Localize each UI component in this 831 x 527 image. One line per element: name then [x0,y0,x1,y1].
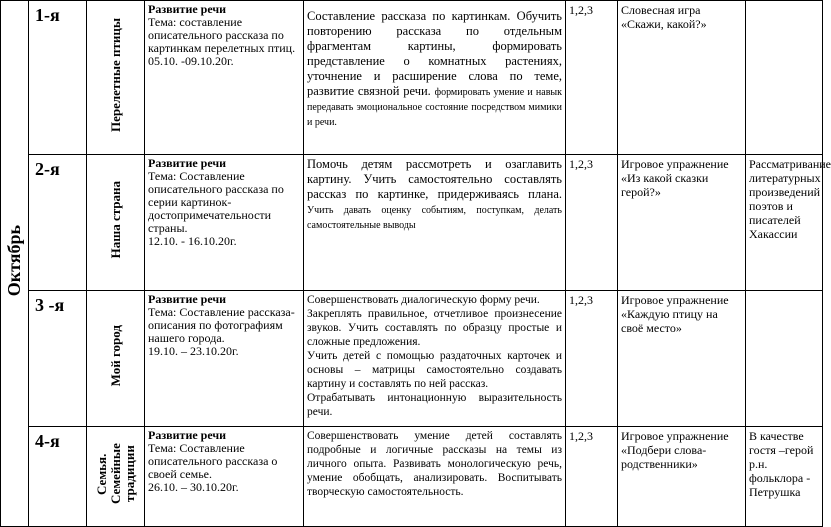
goals-cell [304,155,566,291]
subject-cell [145,291,304,427]
month-cell [1,1,29,527]
week-theme: Наша страна [107,181,123,259]
subject-dates: 26.10. – 30.10.20г. [148,480,239,494]
week-theme-cell [87,427,145,527]
week-number: 4-я [29,427,87,527]
goals-line: Учить детей с помощью раздаточных карточек и основы – матрицы самостоятельно создавать картину и составлять по ней рассказ. [307,350,562,390]
competency-numbers: 1,2,3 [566,427,618,527]
game-cell: Игровое упражнение «Из какой сказки герой?» [618,155,746,291]
extra-cell: Рассматривание литературных произведений поэтов и писателей Хакассии [746,155,823,291]
goals-line: Закреплять правильное, отчетливое произнесение звуков. Учить составлять по образцу простые и сложные предложения. [307,308,562,348]
week-theme-cell [87,155,145,291]
subject-title: Развитие речи [148,156,227,170]
subject-dates: 19.10. – 23.10.20г. [148,344,239,358]
goals-text: Помочь детям рассмотреть и озаглавить картину. Учить самостоятельно составлять рассказ по картинке, придерживаясь плана. [307,157,562,201]
game-cell: Игровое упражнение «Подбери слова-родственники» [618,427,746,527]
week-number: 1-я [29,1,87,155]
goals-cell [304,291,566,427]
subject-cell [145,155,304,291]
goals-line: Совершенствовать диалогическую форму речи. [307,294,540,306]
goals-cell [304,1,566,155]
week-theme-cell [87,291,145,427]
competency-numbers: 1,2,3 [566,291,618,427]
subject-cell [145,1,304,155]
competency-numbers: 1,2,3 [566,155,618,291]
subject-topic: Тема: Составление рассказа-описания по фотографиям нашего города. [148,305,295,345]
week-theme-cell [87,1,145,155]
goals-line: Отрабатывать интонационную выразительность речи. [307,392,562,418]
week-number: 2-я [29,155,87,291]
competency-numbers: 1,2,3 [566,1,618,155]
subject-cell [145,427,304,527]
extra-cell [746,1,823,155]
subject-topic: Тема: Составление описательного рассказа по серии картинок-достопримечательности страны. [148,169,284,235]
goals-cell [304,427,566,527]
table-row [1,1,823,155]
subject-title: Развитие речи [148,2,227,16]
subject-title: Развитие речи [148,428,227,442]
subject-title: Развитие речи [148,292,227,306]
goals-text: Составление рассказа по картинкам. Обучить повторению рассказа по отдельным фрагментам картины, формировать представление о комнатных растениях, уточнение и расширение слова по теме, развитие связной речи. [307,9,562,98]
week-number: 3 -я [29,291,87,427]
game-cell: Игровое упражнение «Каждую птицу на своё место» [618,291,746,427]
table-row [1,155,823,291]
goals-text: Совершенствовать умение детей составлять подробные и логичные рассказы на темы из личного опыта. Развивать монологическую речь, умение обобщать, анализировать. Воспитывать творческую самостоятельность. [307,430,562,498]
week-theme: Мой город [107,325,123,387]
game-cell: Словесная игра «Скажи, какой?» [618,1,746,155]
extra-cell [746,291,823,427]
subject-topic: Тема: Составление описательного рассказа о своей семье. [148,441,278,481]
subject-dates: 12.10. - 16.10.20г. [148,234,237,248]
week-theme: Перелетные птицы [107,18,123,132]
table-row [1,291,823,427]
goals-text-small: Учить давать оценку событиям, поступкам, делать самостоятельные выводы [307,205,562,231]
subject-dates: 05.10. -09.10.20г. [148,54,234,68]
extra-cell: В качестве гостя –герой р.н. фольклора - Петрушка [746,427,823,527]
goals-text-small: формировать умение и навык передавать эмоциональное состояние посредством мимики и речи. [307,87,563,128]
table-row [1,427,823,527]
week-theme: Семья. Семейные традиции [93,443,137,505]
subject-topic: Тема: составление описательного рассказа по картинкам перелетных птиц. [148,15,296,55]
month-label: Октябрь [4,225,24,297]
